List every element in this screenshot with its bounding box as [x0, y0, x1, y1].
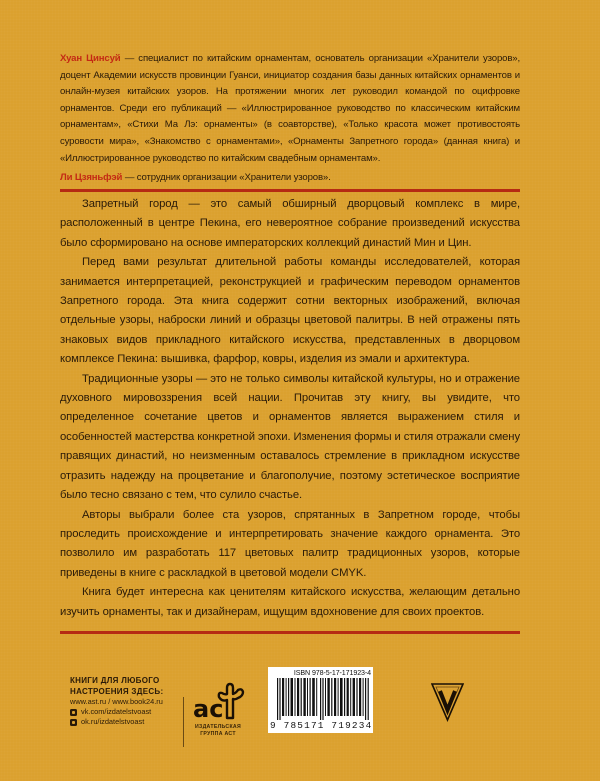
footer: [0, 640, 600, 781]
author-bio-text-1: — специалист по китайским орнаментам, основатель организации «Хранители узоров», доцент Академии искусств провинции Гуанси, инициатор создания базы данных китайских орнаментов и онлайн-музея китайских узоров. На протяжении многих лет руководил командой по оцифровке орнаментов. Среди его публикаций — «Иллюстрированное руководство по классическим китайским орнаментам», «Стихи Ма Лэ: орнаменты» (в соавторстве), «Только красота может противостоять суровости мира», «Знакомство с орнаментами», «Орнаменты Запретного города» (данная книга) и «Иллюстрированное руководство по китайским свадебным орнаментам».: [60, 53, 520, 164]
footer-vertical-divider: [183, 697, 184, 747]
description-paragraph-2: Перед вами результат длительной работы команды исследователей, которая занимается интерпретацией, реконструкцией и графическим переводом орнаментов Запретного города. Эта книга содержит сотни векторных изображений, включая отдельные узоры, наброски линий и образцы цветовой палитры. В ней отражены пять знаковых видов прикладного китайского искусства, представленных в дворцовом комплексе Пекина: вышивка, фарфор, ковры, изделия из эмали и архитектура.: [60, 256, 520, 366]
description-paragraph-4: Авторы выбрали более ста узоров, спрятанных в Запретном городе, чтобы проследить происхождение и интерпретировать значение каждого орнамента. Это позволило им разработать 117 цветовых палитр традиционных узоров, которые приведены в книге с раскладкой в цветовой модели CMYK.: [60, 508, 520, 579]
top-divider: [60, 189, 520, 192]
ok-link[interactable]: [70, 717, 182, 727]
publisher-info: [70, 676, 182, 728]
description-paragraph-1: Запретный город — это самый обширный дворцовый комплекс в мире, расположенный в центре Пекина, его невероятное собрание произведений искусства было сформировано на основе императорских коллекций династий Мин и Цин.: [60, 198, 520, 249]
ast-caption-line1: ИЗДАТЕЛЬСКАЯ: [194, 724, 242, 730]
author-name-1: Хуан Цинсуй: [60, 53, 121, 64]
publisher-websites-link[interactable]: www.ast.ru / www.book24.ru: [70, 697, 163, 706]
author-bio-1: [60, 51, 520, 167]
ast-caption: [188, 724, 248, 738]
svg-text:ac: ac: [193, 695, 224, 723]
author-bio-2: [60, 170, 520, 187]
publisher-heading-line1: КНИГИ ДЛЯ ЛЮБОГО: [70, 676, 160, 685]
description-paragraph-3: Традиционные узоры — это не только символы китайской культуры, но и отражение духовного мировоззрения всей нации. Прочитав эту книгу, вы увидите, что определенное сочетание цветов и орнаментов является выражением стиля и особенностей мастерства конкретной эпохи. Изменения формы и стиля отражали смену правящих династий, но неизменным оставалось стремление в прикладном искусстве отразить надежду на процветание и благополучие, поэтому эстетическое восприятие было тесно связано с тем, что сулило счастье.: [60, 372, 520, 502]
book-description: [60, 195, 520, 622]
isbn-label: ISBN 978-5-17-171923-4: [293, 669, 371, 677]
publisher-heading-line2: НАСТРОЕНИЯ ЗДЕСЬ:: [70, 686, 164, 696]
isbn-barcode: [268, 667, 373, 733]
vk-link[interactable]: [70, 707, 182, 717]
vk-icon: [70, 709, 77, 716]
ast-caption-line2: ГРУППА АСТ: [200, 731, 236, 737]
bottom-divider: [60, 631, 520, 634]
authors-section: [60, 51, 520, 187]
barcode-digits: 9 785171 719234: [270, 720, 373, 731]
author-bio-text-2: — сотрудник организации «Хранители узоров».: [122, 172, 331, 184]
ok-icon: [70, 719, 77, 726]
vk-link-text: vk.com/izdatelstvoast: [81, 707, 152, 717]
v-publisher-logo-icon: [431, 682, 464, 722]
ast-publisher-logo: [188, 682, 248, 746]
barcode-bars: [277, 678, 370, 720]
ok-link-text: ok.ru/izdatelstvoast: [81, 717, 145, 727]
ast-logo-icon: [188, 682, 248, 724]
description-paragraph-5: Книга будет интересна как ценителям китайского искусства, желающим детально изучить орнаменты, так и дизайнерам, ищущим вдохновение для своих проектов.: [60, 586, 520, 618]
author-name-2: Ли Цзяньфэй: [60, 172, 123, 184]
